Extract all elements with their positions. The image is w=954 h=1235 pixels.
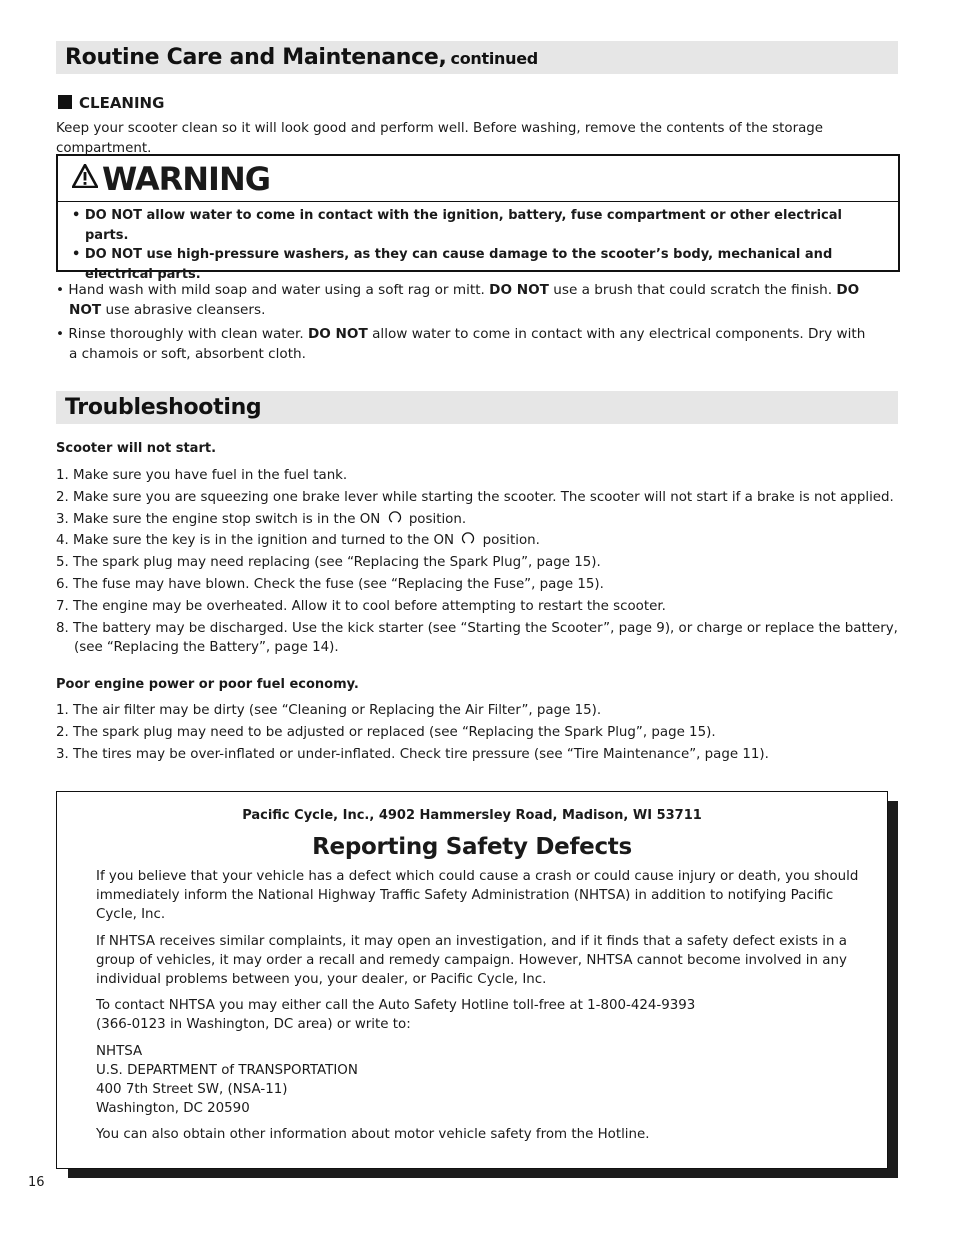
report-box (56, 791, 888, 1169)
address-line: NHTSA (96, 1043, 143, 1059)
warning-box (56, 154, 900, 282)
cleaning-subheading (58, 93, 164, 113)
group2-heading: Poor engine power or poor fuel economy. (56, 677, 359, 692)
cleaning-intro: Keep your scooter clean so it will look good and perform well. Before washing, remove the contents of the storage compartment. (56, 121, 824, 156)
step-text: • Hand wash with mild soap and water using a soft rag or mitt. (56, 282, 490, 298)
step-text: use abrasive cleansers. (101, 301, 266, 318)
group2-list (56, 700, 906, 765)
list-item: 8. The battery may be discharged. Use the kick starter (see “Starting the Scooter”, page 9), or charge or replace the battery, (see “Replacing the Battery”, page 14). (56, 620, 898, 656)
list-item (56, 509, 906, 531)
section-header-maintenance (56, 41, 898, 74)
step-text: use a brush that could scratch the finish. (548, 282, 837, 298)
report-body (96, 867, 866, 1145)
list-item: 7. The engine may be overheated. Allow it to cool before attempting to restart the scooter. (56, 598, 666, 614)
page-number: 16 (28, 1175, 45, 1190)
list-item: 1. The air filter may be dirty (see “Cleaning or Replacing the Air Filter”, page 15). (56, 703, 602, 718)
address-line: 400 7th Street SW, (NSA-11) (96, 1082, 288, 1098)
list-item: 2. Make sure you are squeezing one brake lever while starting the scooter. The scooter will not start if a brake is not applied. (56, 489, 894, 505)
report-paragraph: If NHTSA receives similar complaints, it may open an investigation, and if it finds that a safety defect exists in a group of vehicles, it may order a recall and remedy campaign. However, NHTSA cannot become involved in any individual problems between you, your dealer, or Pacific Cycle, Inc. (96, 933, 847, 988)
section-title (65, 41, 538, 75)
ignition-on-icon (461, 531, 475, 545)
list-item: 3. The tires may be over-inflated or under-inflated. Check tire pressure (see “Tire Maintenance”, page 11). (56, 746, 769, 762)
list-item: 2. The spark plug may need to be adjusted or replaced (see “Replacing the Spark Plug”, page 15). (56, 724, 716, 740)
report-title: Reporting Safety Defects (312, 834, 632, 860)
step-text: 3. Make sure the engine stop switch is in the ON (56, 511, 381, 527)
report-paragraph: To contact NHTSA you may either call the Auto Safety Hotline toll-free at 1-800-424-9393 (96, 998, 696, 1014)
group1-heading: Scooter will not start. (56, 441, 217, 456)
list-item: 6. The fuse may have blown. Check the fuse (see “Replacing the Fuse”, page 15). (56, 576, 604, 592)
warning-header (58, 156, 898, 202)
step-text: 4. Make sure the key is in the ignition and turned to the ON (56, 533, 455, 549)
address-line: U.S. DEPARTMENT of TRANSPORTATION (96, 1062, 358, 1078)
report-paragraph: If you believe that your vehicle has a defect which could cause a crash or could cause injury or death, you should immediately inform the National Highway Traffic Safety Administration (NHTSA) in addition to notifying Pacific Cycle, Inc. (96, 869, 859, 923)
list-item: 5. The spark plug may need replacing (see “Replacing the Spark Plug”, page 15). (56, 555, 601, 571)
report-paragraph: (366-0123 in Washington, DC area) or write to: (96, 1017, 411, 1033)
section-title-suffix: continued (450, 49, 538, 68)
warning-item: • DO NOT allow water to come in contact with the ignition, battery, fuse compartment or other electrical parts. (72, 208, 842, 243)
report-paragraph: You can also obtain other information about motor vehicle safety from the Hotline. (96, 1127, 650, 1143)
step-emphasis: DO NOT (307, 326, 368, 342)
step-text: • Rinse thoroughly with clean water. (56, 326, 308, 342)
warning-title: WARNING (102, 160, 270, 198)
step-text: allow water to come in contact with any electrical components. Dry with a chamois or soft, absorbent cloth. (69, 326, 866, 362)
warning-triangle-icon (72, 164, 98, 188)
cleaning-steps (56, 281, 876, 364)
report-address: Pacific Cycle, Inc., 4902 Hammersley Road, Madison, WI 53711 (242, 808, 702, 823)
group1-list (56, 465, 906, 658)
warning-item: • DO NOT use high-pressure washers, as they can cause damage to the scooter’s body, mechanical and electrical parts. (72, 247, 833, 282)
list-item (56, 281, 876, 320)
warning-list (72, 206, 872, 284)
section-header-troubleshooting (56, 391, 898, 424)
step-text: position. (482, 533, 540, 549)
troubleshooting-title: Troubleshooting (65, 395, 262, 420)
step-text: position. (408, 511, 467, 527)
list-item: 1. Make sure you have fuel in the fuel tank. (56, 468, 348, 483)
address-line: Washington, DC 20590 (96, 1101, 250, 1117)
list-item (56, 325, 876, 364)
step-emphasis: DO NOT (489, 282, 549, 298)
section-title-text: Routine Care and Maintenance, (65, 45, 447, 70)
list-item (56, 530, 906, 552)
cleaning-subheading-text: CLEANING (79, 94, 165, 112)
step-emphasis: DO NOT (69, 282, 860, 318)
black-square-icon (58, 95, 72, 109)
ignition-on-icon (388, 510, 402, 524)
